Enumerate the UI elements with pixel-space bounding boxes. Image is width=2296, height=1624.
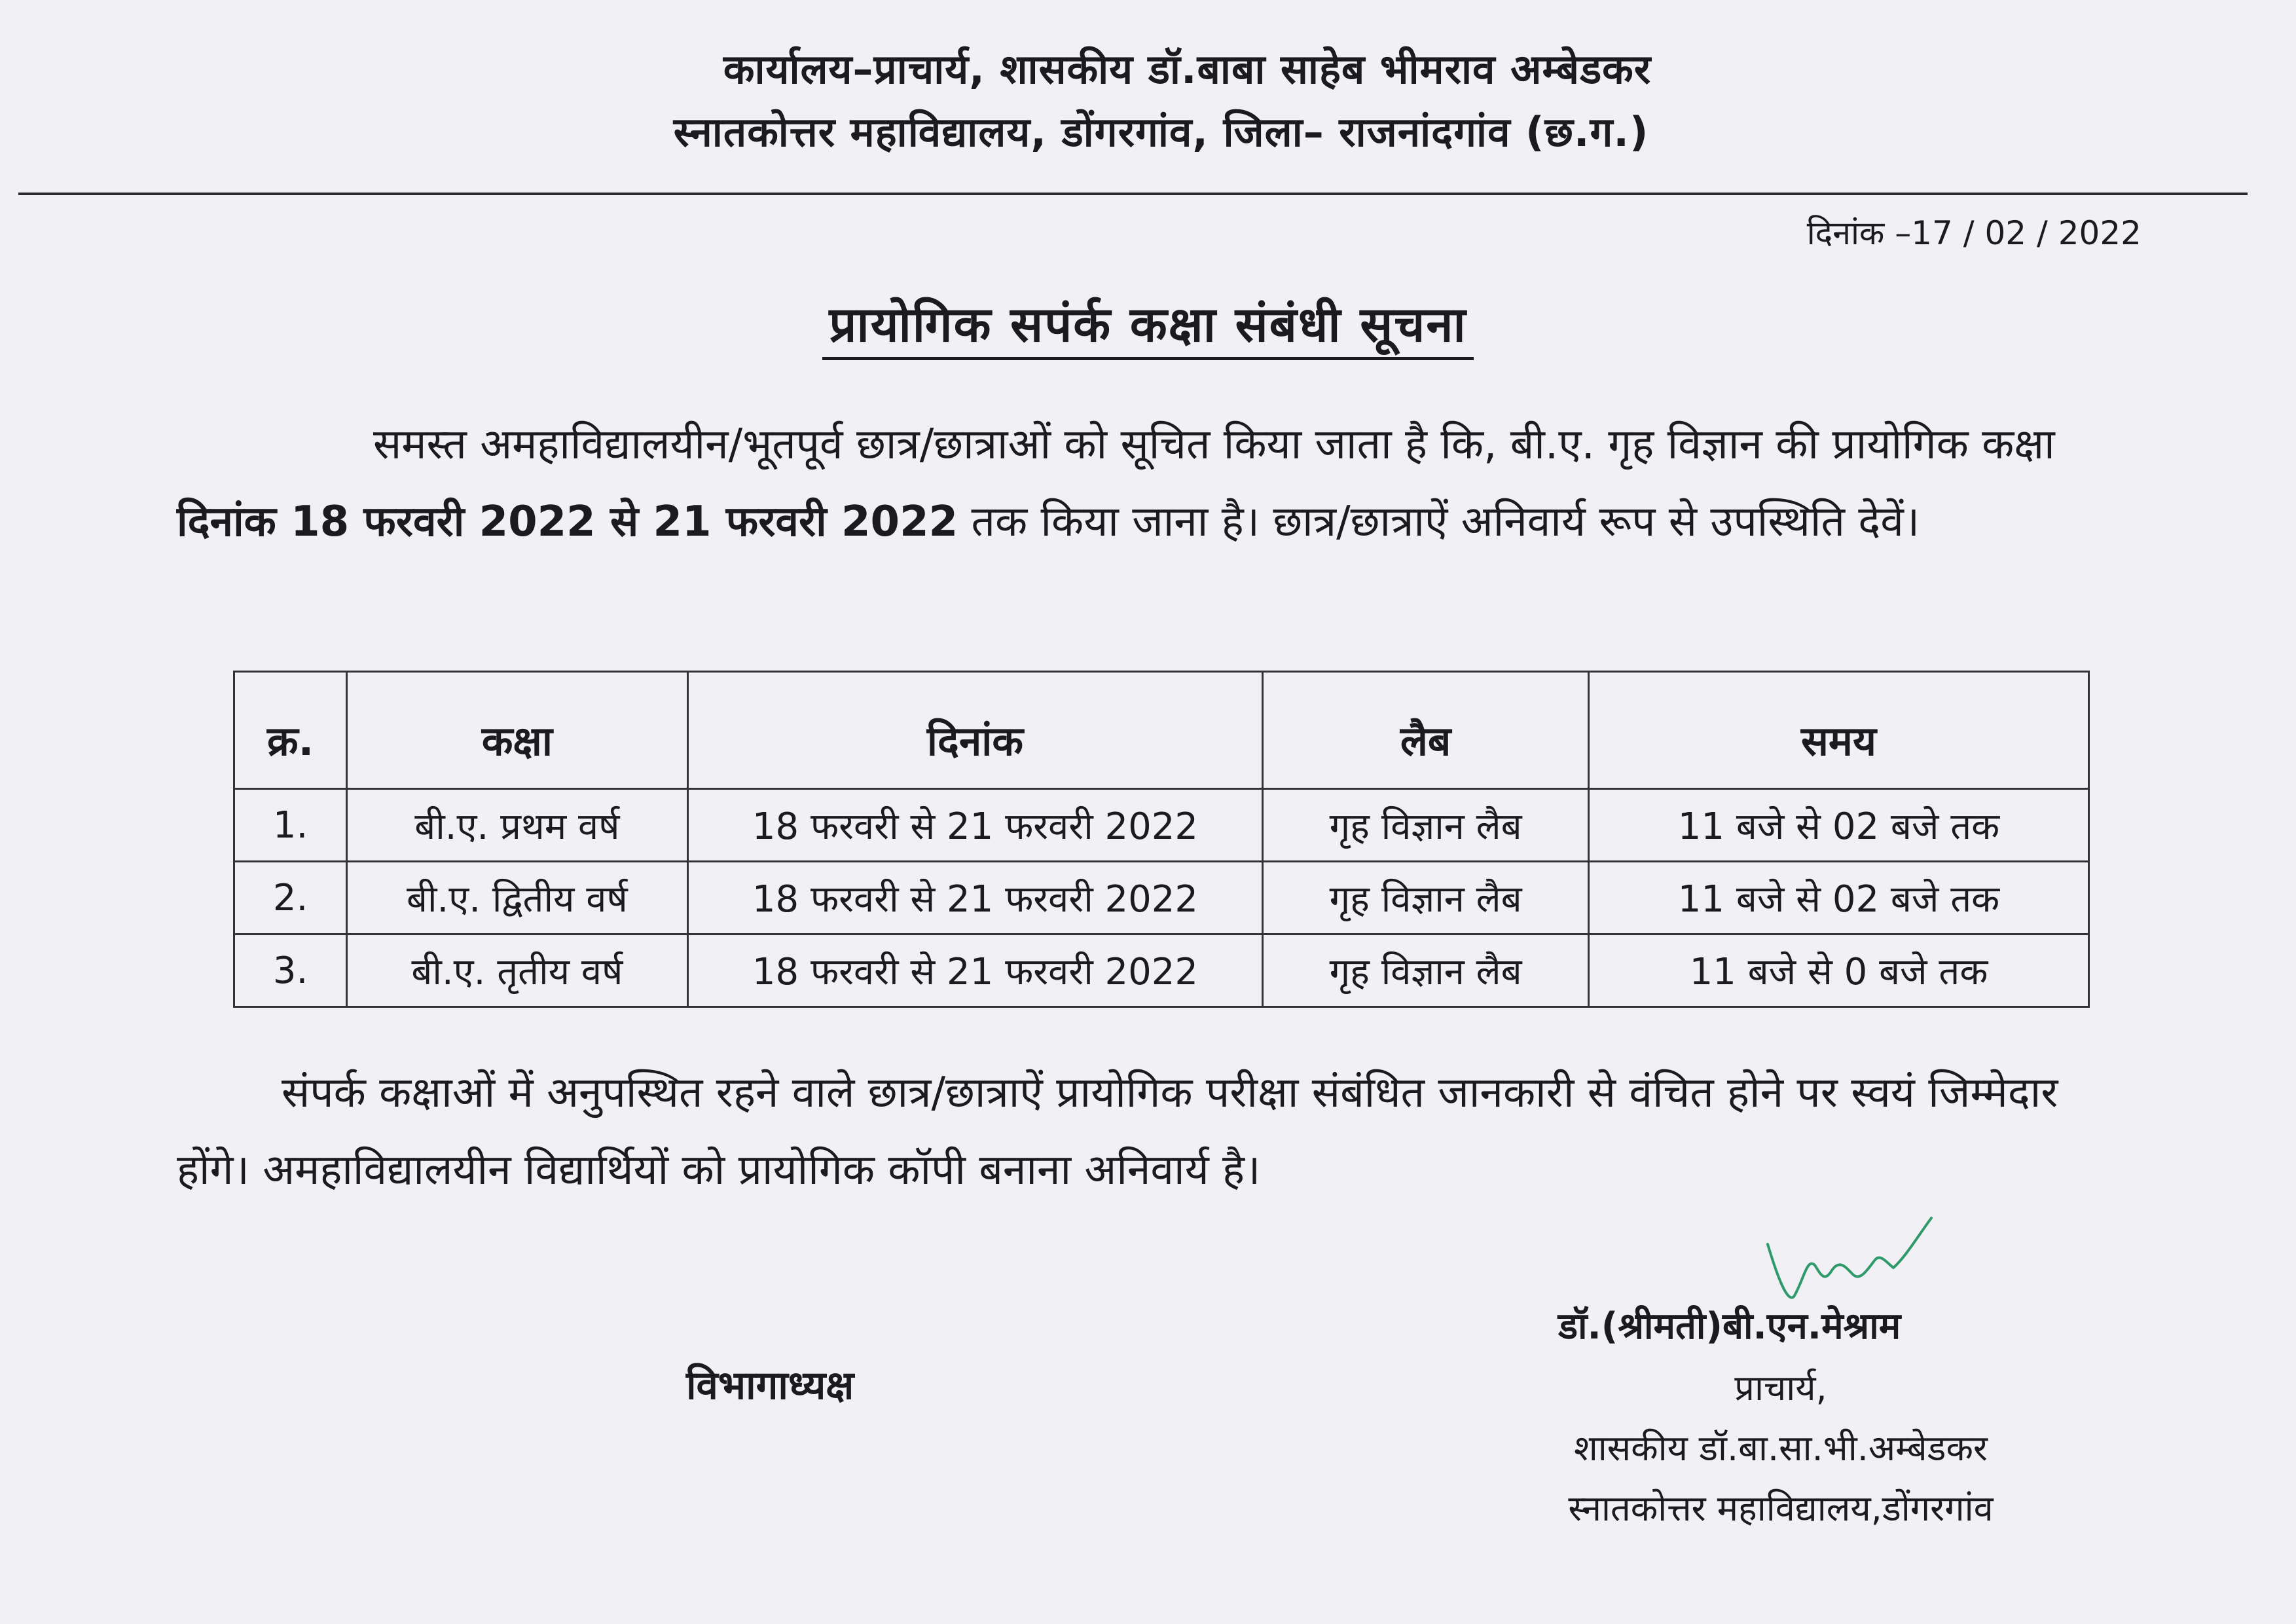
signatory-name: डॉ.(श्रीमती)बी.एन.मेश्राम <box>1558 1305 1901 1348</box>
cell-lab: गृह विज्ञान लैब <box>1263 934 1589 1007</box>
intro-date-range: दिनांक 18 फरवरी 2022 से 21 फरवरी 2022 <box>177 498 958 546</box>
notice-date: दिनांक –17 / 02 / 2022 <box>1806 214 2141 252</box>
cell-lab: गृह विज्ञान लैब <box>1263 862 1589 934</box>
intro-paragraph <box>177 406 2138 561</box>
letterhead-line-1: कार्यालय–प्राचार्य, शासकीय डॉ.बाबा साहेब भीमराव अम्बेडकर <box>723 45 1652 93</box>
cell-time: 11 बजे से 0 बजे तक <box>1588 934 2088 1007</box>
cell-class: बी.ए. द्वितीय वर्ष <box>347 862 688 934</box>
cell-class: बी.ए. तृतीय वर्ष <box>347 934 688 1007</box>
header-date: दिनांक <box>687 672 1263 789</box>
table-row <box>234 789 2089 862</box>
cell-time: 11 बजे से 02 बजे तक <box>1588 789 2088 862</box>
table-header-row <box>234 672 2089 789</box>
notice-title-text: प्रायोगिक सपंर्क कक्षा संबंधी सूचना <box>822 297 1473 360</box>
cell-date: 18 फरवरी से 21 फरवरी 2022 <box>687 862 1263 934</box>
intro-text-1: समस्त अमहाविद्यालयीन/भूतपूर्व छात्र/छात्राओं को सूचित किया जाता है कि, बी.ए. गृह विज्ञान की प्रायोगिक कक्षा <box>373 420 2055 469</box>
letterhead-line-2: स्नातकोत्तर महाविद्यालय, डोंगरगांव, जिला– राजनांदगांव (छ.ग.) <box>673 108 1649 156</box>
header-lab: लैब <box>1263 672 1589 789</box>
notice-title <box>0 289 2296 356</box>
cell-serial: 3. <box>234 934 347 1007</box>
header-class: कक्षा <box>347 672 688 789</box>
closing-paragraph: संपर्क कक्षाओं में अनुपस्थित रहने वाले छात्र/छात्राऐं प्रायोगिक परीक्षा संबंधित जानकारी से वंचित होने पर स्वयं जिम्मेदार होंगे। अमहाविद्यालयीन विद्यार्थियों को प्रायोगिक कॉपी बनाना अनिवार्य है। <box>177 1069 2058 1194</box>
cell-date: 18 फरवरी से 21 फरवरी 2022 <box>687 789 1263 862</box>
cell-lab: गृह विज्ञान लैब <box>1263 789 1589 862</box>
signatory-college-line-1: शासकीय डॉ.बा.सा.भी.अम्बेडकर <box>1573 1428 1988 1469</box>
signatory-designation: प्राचार्य, <box>1734 1367 1827 1409</box>
table-row <box>234 862 2089 934</box>
intro-text-2: तक किया जाना है। छात्र/छात्राऐं अनिवार्य रूप से उपस्थिति देवें। <box>958 498 1920 546</box>
header-time: समय <box>1588 672 2088 789</box>
cell-serial: 2. <box>234 862 347 934</box>
table-row <box>234 934 2089 1007</box>
signatory-college-line-2: स्नातकोत्तर महाविद्यालय,डोंगरगांव <box>1568 1488 1994 1529</box>
department-head-label: विभागाध्यक्ष <box>686 1363 854 1409</box>
cell-date: 18 फरवरी से 21 फरवरी 2022 <box>687 934 1263 1007</box>
schedule-table <box>233 671 2090 1008</box>
letterhead <box>0 38 2296 164</box>
cell-time: 11 बजे से 02 बजे तक <box>1588 862 2088 934</box>
cell-class: बी.ए. प्रथम वर्ष <box>347 789 688 862</box>
cell-serial: 1. <box>234 789 347 862</box>
header-divider <box>18 193 2248 195</box>
signature-block <box>1467 1295 2095 1539</box>
header-serial: क्र. <box>234 672 347 789</box>
